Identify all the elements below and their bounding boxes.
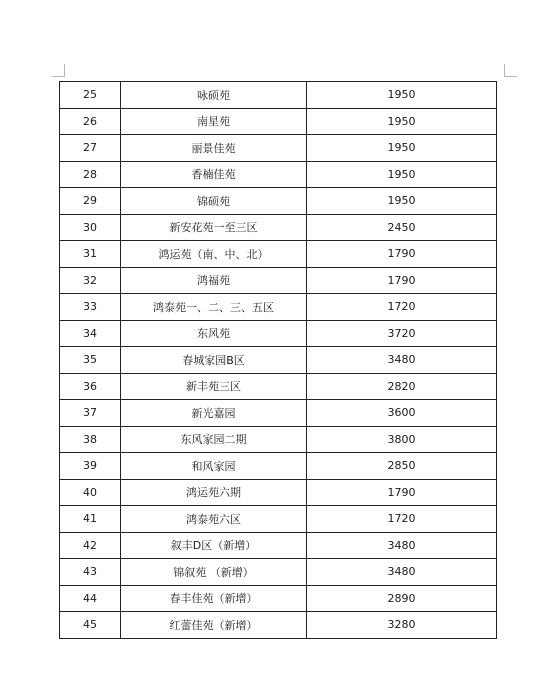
community-name-cell: 丽景佳苑 — [121, 135, 307, 162]
value-cell: 1790 — [307, 241, 497, 268]
row-number-cell: 37 — [60, 400, 121, 427]
table-row — [60, 612, 497, 639]
community-name-cell: 鸿运苑六期 — [121, 479, 307, 506]
value-cell: 1950 — [307, 188, 497, 215]
community-name-cell: 鸿福苑 — [121, 267, 307, 294]
row-number-cell: 45 — [60, 612, 121, 639]
value-cell: 1720 — [307, 294, 497, 321]
table-row — [60, 320, 497, 347]
table-row — [60, 532, 497, 559]
community-name-cell: 春城家园B区 — [121, 347, 307, 374]
table-row — [60, 135, 497, 162]
row-number-cell: 44 — [60, 585, 121, 612]
value-cell: 3480 — [307, 347, 497, 374]
community-name-cell: 东风苑 — [121, 320, 307, 347]
table-row — [60, 585, 497, 612]
table-row — [60, 188, 497, 215]
margin-corner-mark-right — [504, 64, 517, 77]
row-number-cell: 33 — [60, 294, 121, 321]
row-number-cell: 35 — [60, 347, 121, 374]
value-cell: 1950 — [307, 108, 497, 135]
row-number-cell: 36 — [60, 373, 121, 400]
value-cell: 2850 — [307, 453, 497, 480]
table-row — [60, 373, 497, 400]
row-number-cell: 28 — [60, 161, 121, 188]
table-row — [60, 241, 497, 268]
table-row — [60, 161, 497, 188]
value-cell: 2820 — [307, 373, 497, 400]
row-number-cell: 31 — [60, 241, 121, 268]
community-name-cell: 新安花苑一至三区 — [121, 214, 307, 241]
value-cell: 1950 — [307, 135, 497, 162]
row-number-cell: 43 — [60, 559, 121, 586]
table-body — [60, 82, 497, 639]
value-cell: 3600 — [307, 400, 497, 427]
row-number-cell: 30 — [60, 214, 121, 241]
value-cell: 1790 — [307, 267, 497, 294]
value-cell: 2450 — [307, 214, 497, 241]
table-row — [60, 453, 497, 480]
table-row — [60, 294, 497, 321]
table-row — [60, 400, 497, 427]
community-name-cell: 鸿泰苑六区 — [121, 506, 307, 533]
row-number-cell: 34 — [60, 320, 121, 347]
community-name-cell: 鸿泰苑一、二、三、五区 — [121, 294, 307, 321]
value-cell: 1720 — [307, 506, 497, 533]
row-number-cell: 42 — [60, 532, 121, 559]
value-cell: 1950 — [307, 82, 497, 109]
table-row — [60, 506, 497, 533]
row-number-cell: 25 — [60, 82, 121, 109]
value-cell: 2890 — [307, 585, 497, 612]
table-row — [60, 479, 497, 506]
community-name-cell: 东风家园二期 — [121, 426, 307, 453]
data-table — [59, 81, 497, 639]
value-cell: 3800 — [307, 426, 497, 453]
row-number-cell: 29 — [60, 188, 121, 215]
table-row — [60, 267, 497, 294]
community-name-cell: 春丰佳苑（新增） — [121, 585, 307, 612]
row-number-cell: 40 — [60, 479, 121, 506]
table-row — [60, 559, 497, 586]
community-name-cell: 鸿运苑（南、中、北） — [121, 241, 307, 268]
value-cell: 3480 — [307, 532, 497, 559]
community-name-cell: 叙丰D区（新增） — [121, 532, 307, 559]
value-cell: 3480 — [307, 559, 497, 586]
value-cell: 3280 — [307, 612, 497, 639]
table-row — [60, 82, 497, 109]
row-number-cell: 41 — [60, 506, 121, 533]
table-row — [60, 426, 497, 453]
community-name-cell: 新丰苑三区 — [121, 373, 307, 400]
value-cell: 1950 — [307, 161, 497, 188]
community-name-cell: 香楠佳苑 — [121, 161, 307, 188]
community-name-cell: 新光嘉园 — [121, 400, 307, 427]
row-number-cell: 38 — [60, 426, 121, 453]
value-cell: 1790 — [307, 479, 497, 506]
table-row — [60, 347, 497, 374]
community-name-cell: 南星苑 — [121, 108, 307, 135]
row-number-cell: 39 — [60, 453, 121, 480]
value-cell: 3720 — [307, 320, 497, 347]
row-number-cell: 26 — [60, 108, 121, 135]
community-name-cell: 和风家园 — [121, 453, 307, 480]
table-row — [60, 214, 497, 241]
table-row — [60, 108, 497, 135]
community-name-cell: 锦硕苑 — [121, 188, 307, 215]
row-number-cell: 27 — [60, 135, 121, 162]
margin-corner-mark-left — [52, 64, 65, 77]
community-name-cell: 锦叙苑 （新增） — [121, 559, 307, 586]
community-name-cell: 咏硕苑 — [121, 82, 307, 109]
community-name-cell: 红蕾佳苑（新增） — [121, 612, 307, 639]
row-number-cell: 32 — [60, 267, 121, 294]
